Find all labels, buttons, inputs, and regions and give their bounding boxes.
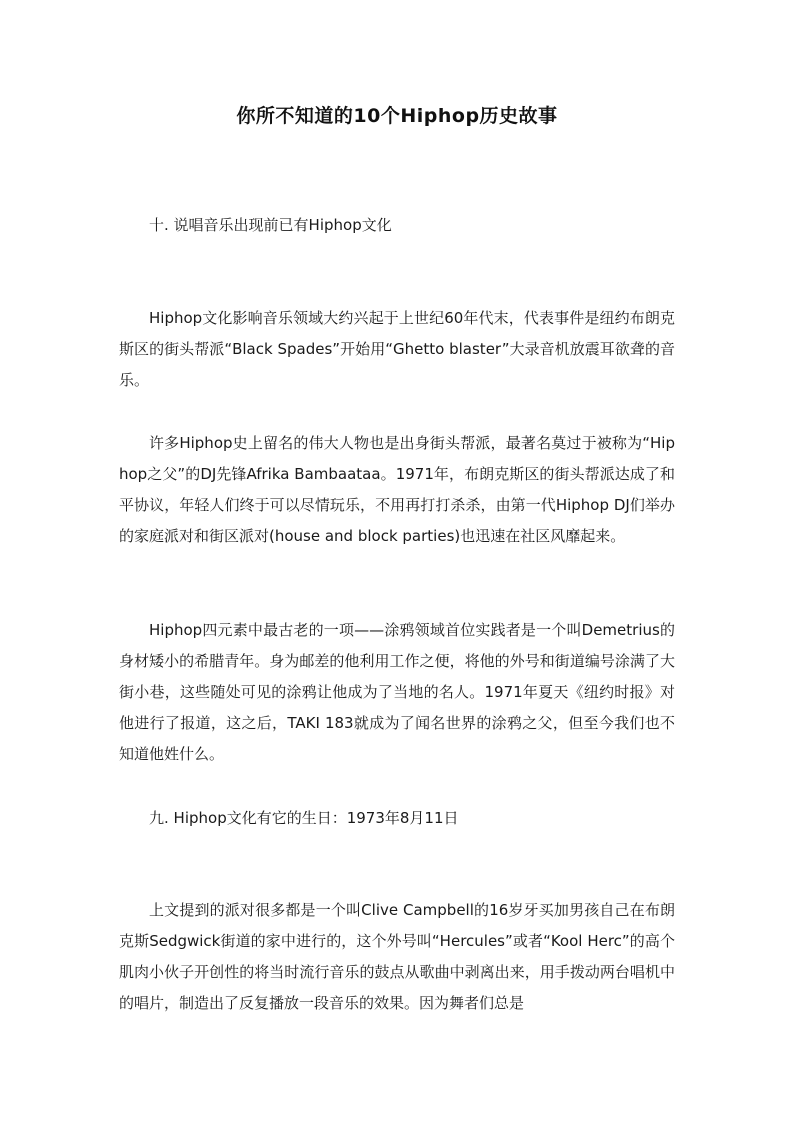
section-heading-10: 十. 说唱音乐出现前已有Hiphop文化: [149, 216, 392, 234]
section-heading-9: 九. Hiphop文化有它的生日：1973年8月11日: [149, 809, 459, 827]
paragraph: 上文提到的派对很多都是一个叫Clive Campbell的16岁牙买加男孩自己在布朗克斯Sedgwick街道的家中进行的，这个外号叫“Hercules”或者“Kool Herc”的高个肌肉小伙子开创性的将当时流行音乐的鼓点从歌曲中剥离出来，用手拨动两台唱机中的唱片，制造出了反复播放一段音乐的效果。因为舞者们总是: [119, 901, 675, 1012]
paragraph: 许多Hiphop史上留名的伟大人物也是出身街头帮派，最著名莫过于被称为“Hiphop之父”的DJ先锋Afrika Bambaataa。1971年，布朗克斯区的街头帮派达成了和平协议，年轻人们终于可以尽情玩乐，不用再打打杀杀，由第一代Hiphop DJ们举办的家庭派对和街区派对(house and block parties)也迅速在社区风靡起来。: [119, 434, 675, 545]
document-title: 你所不知道的10个Hiphop历史故事: [236, 105, 558, 127]
paragraph: Hiphop文化影响音乐领域大约兴起于上世纪60年代末，代表事件是纽约布朗克斯区的街头帮派“Black Spades”开始用“Ghetto blaster”大录音机放震耳欲聋的音乐。: [119, 309, 675, 389]
paragraph: Hiphop四元素中最古老的一项——涂鸦领域首位实践者是一个叫Demetrius的身材矮小的希腊青年。身为邮差的他利用工作之便，将他的外号和街道编号涂满了大街小巷，这些随处可见的涂鸦让他成为了当地的名人。1971年夏天《纽约时报》对他进行了报道，这之后，TAKI 183就成为了闻名世界的涂鸦之父，但至今我们也不知道他姓什么。: [119, 621, 675, 763]
